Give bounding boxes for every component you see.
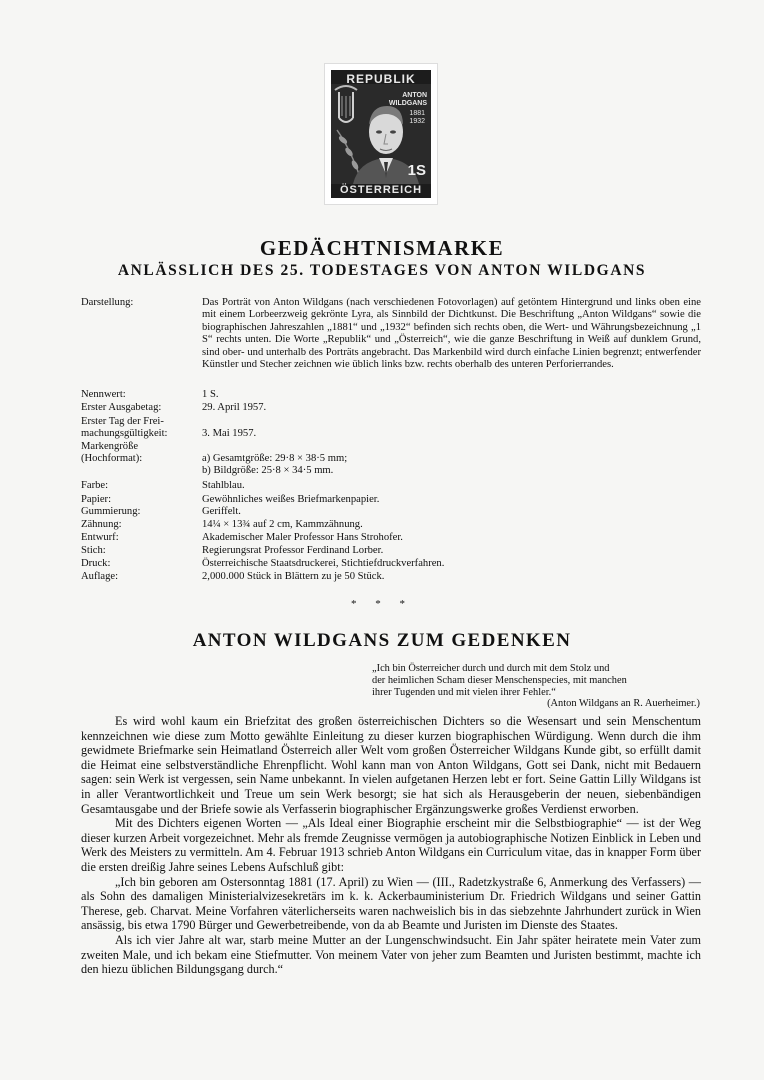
article-body [81,714,701,977]
detail-label: Gummierung: [81,506,141,517]
detail-label: Auflage: [81,571,119,582]
detail-value: Akademischer Maler Professor Hans Strohofer. [202,532,403,543]
detail-label: Zähnung: [81,519,122,530]
stamp-name-last: WILDGANS [388,100,427,107]
detail-value: Geriffelt. [202,506,241,517]
detail-label: Entwurf: [81,532,119,543]
stamp-name-first: ANTON [402,92,427,99]
section-heading: ANTON WILDGANS ZUM GEDENKEN [192,630,572,651]
motto-quote [372,663,700,710]
paragraph: „Ich bin geboren am Ostersonntag 1881 (17. April) zu Wien — (III., Radetzkystraße 6, Anmerkung des Verfassers) — als Sohn des damaligen Ministerialvizesekretärs im k. k. Ackerbauministerium Dr. Friedrich Wildgans und seiner Gattin Therese, geb. Charvat. Meine Vorfahren väterlicherseits waren nachweislich bis in das siebzehnte Jahrhundert zurück in Wien ansässig, bis etwa 1790 Bürger und Gewerbetreibende, von da ab Beamte und Juristen im Dienste des Staates. [81,874,701,933]
stamp-oesterreich-text: ÖSTERREICH [339,184,423,196]
stamp-year-death: 1932 [409,118,425,125]
stamp-design [331,70,431,198]
detail-value: a) Gesamtgröße: 29·8 × 38·5 mm; b) Bildgröße: 25·8 × 34·5 mm. [202,453,348,477]
detail-label: Darstellung: [81,297,134,308]
detail-value: 14¼ × 13¾ auf 2 cm, Kammzähnung. [202,519,363,530]
paragraph: Es wird wohl kaum ein Briefzitat des großen österreichischen Dichters so die Wesensart und sein Menschentum kennzeichnen wie diese zum Motto gewählte Einleitung zu dieser kurzen biographischen Würdigung. Wenn durch die ihm gewidmete Briefmarke sein Heimatland Österreich aller Welt vom großen Österreicher Wildgans Kunde gibt, so erfüllt damit die Heimat eine selbstverständliche Ehrenpflicht. Wohl kann man von Anton Wildgans, Gott sei Dank, nicht mit Bedauern sagen: sein Werk ist vergessen, sein Name unbekannt. In vielen aufgetanen Herzen lebt er fort. Seine Gattin Lilly Wildgans ist in aller Verantwortlichkeit und Treue um sein Werk besorgt; sie hat sich als Herausgeberin der neuen, siebenbändigen Gesamtausgabe und der Briefe sowie als Verfasserin biographischer Ergänzungswerke großes Verdienst erworben. [81,714,701,816]
detail-label: Markengröße (Hochformat): [81,441,143,465]
detail-value: 1 S. [202,389,219,400]
detail-value: 3. Mai 1957. [202,428,257,439]
detail-label: Erster Ausgabetag: [81,402,162,413]
stamp-year-birth: 1881 [409,110,425,117]
stamp-republik-text: REPUBLIK [346,72,416,86]
page-title: GEDÄCHTNISMARKE [259,236,505,260]
stamp-years-text [409,110,425,126]
detail-label: Erster Tag der Frei- machungsgültigkeit: [81,416,168,440]
detail-label: Nennwert: [81,389,126,400]
detail-value: 29. April 1957. [202,402,267,413]
page-subtitle: ANLÄSSLICH DES 25. TODESTAGES VON ANTON WILDGANS [117,262,647,279]
quote-line: „Ich bin Österreicher durch und durch mit dem Stolz und [372,663,610,674]
detail-value: Das Porträt von Anton Wildgans (nach verschiedenen Fotovorlagen) auf getöntem Hintergrund und links oben eine mit einem Lorbeerzweig gekrönte Lyra, als Sinnbild der Dichtkunst. Die Beschriftung „Anton Wildgans“ sowie die biographischen Jahreszahlen „1881“ und „1932“ befinden sich rechts oben, die Wert- und Währungsbezeichnung „1 S“ rechts unten. Die Worte „Republik“ und „Österreich“, wie die ganze Beschriftung in Weiß auf dunklem Grund, sind ober- und unterhalb des Porträts angebracht. Das Markenbild wird durch einfache Linien begrenzt; entwerfender Künstler und Stecher zeichnen wie üblich links bzw. rechts oberhalb des unteren Perforierrandes. [202,297,701,371]
detail-value: Regierungsrat Professor Ferdinand Lorber. [202,545,384,556]
detail-label: Stich: [81,545,106,556]
detail-label: Farbe: [81,480,109,491]
quote-line: ihrer Tugenden und mit vielen ihrer Fehler.“ [372,686,556,698]
stamp-image [325,64,437,204]
stamp-value: 1S [407,162,426,179]
section-separator: * * * [351,598,413,610]
quote-source: (Anton Wildgans an R. Auerheimer.) [547,698,700,710]
detail-value: 2,000.000 Stück in Blättern zu je 50 Stück. [202,571,385,582]
paragraph: Mit des Dichters eigenen Worten — „Als Ideal einer Biographie erscheint mir die Selbstbiographie“ — ist der Weg dieser kurzen Arbeit vorgezeichnet. Mehr als fremde Zeugnisse vermögen ja autobiographische Notizen Einblick in Leben und Werk des Meisters zu vermitteln. Am 4. Februar 1913 schrieb Anton Wildgans ein Curriculum vitae, das in knapper Form über die ersten dreißig Jahre seines Lebens Aufschluß gibt: [81,816,701,874]
quote-line: der heimlichen Scham dieser Menschenspecies, mit manchen [372,674,627,686]
stamp-name-text [389,92,427,108]
detail-label: Papier: [81,494,112,505]
detail-value: Österreichische Staatsdruckerei, Stichtiefdruckverfahren. [202,558,445,569]
detail-label: Druck: [81,558,111,569]
detail-value: Gewöhnliches weißes Briefmarkenpapier. [202,494,380,505]
detail-value: Stahlblau. [202,480,245,491]
paragraph: Als ich vier Jahre alt war, starb meine Mutter an der Lungenschwindsucht. Ein Jahr später heiratete mein Vater zum zweiten Male, und ich bekam eine Stiefmutter. Von meinem Vater von jeher zum Beamten und Juristen bestimmt, machte ich den hiezu üblichen Bildungsgang durch.“ [81,932,701,977]
